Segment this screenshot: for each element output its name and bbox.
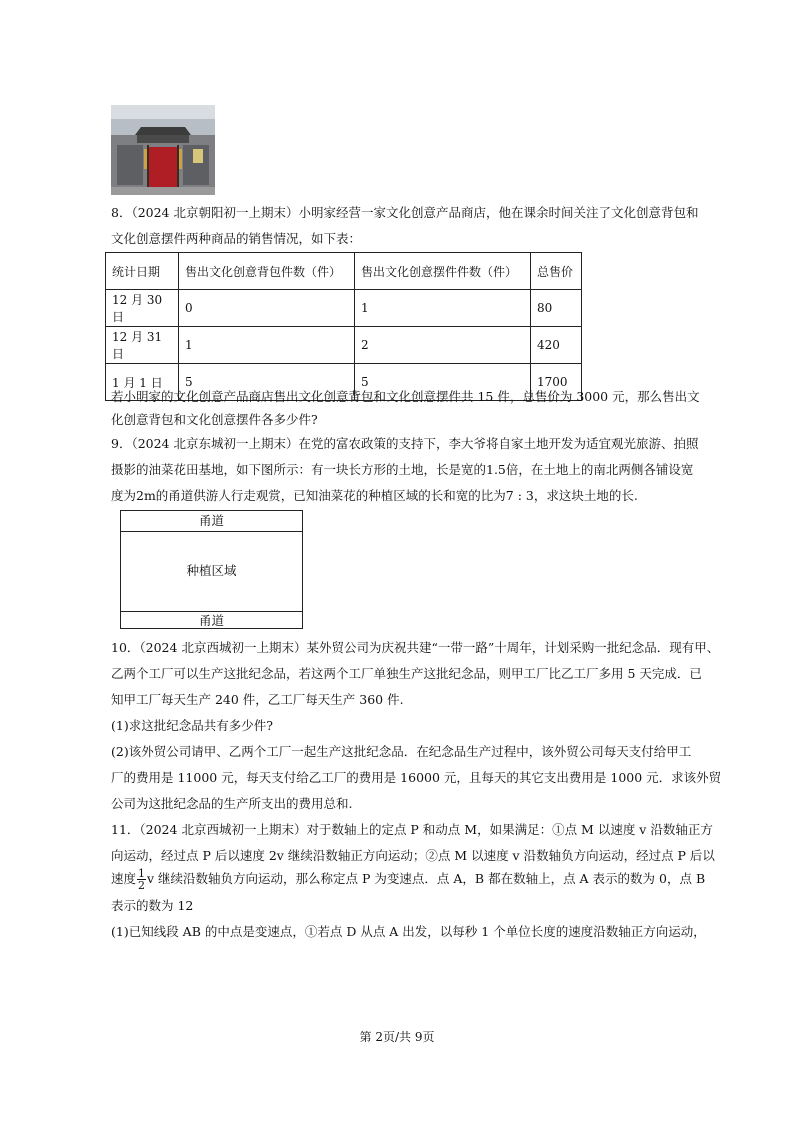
table-cell: 1700 [531,364,582,401]
field-diagram [120,510,303,629]
table-cell: 5 [355,364,531,401]
fraction-denominator: 2 [138,879,146,892]
table-header-cell: 统计日期 [106,253,179,290]
table-cell: 12 月 30 日 [106,290,179,327]
q9-line-2: 摄影的油菜花田基地，如下图所示：有一块长方形的土地，长是宽的1.5倍，在土地上的南北两侧各铺设宽 [111,462,694,477]
table-header-cell: 售出文化创意背包件数（件） [179,253,355,290]
q10-part-1: (1)求这批纪念品共有多少件? [111,718,273,733]
q11-line-4: 表示的数为 12 [111,898,194,913]
q9-line-1: 9．（2024 北京东城初一上期末）在党的富农政策的支持下，李大爷将自家土地开发为适宜观光旅游、拍照 [111,436,699,451]
q10-line-3: 知甲工厂每天生产 240 件，乙工厂每天生产 360 件. [111,692,404,707]
q11-line-3 [111,866,705,892]
q10-part-2-b: 厂的费用是 11000 元，每天支付给乙工厂的费用是 16000 元，且每天的其它支出费用是 1000 元．求该外贸 [111,770,722,785]
q8-line-1: 8．（2024 北京朝阳初一上期末）小明家经营一家文化创意产品商店，他在课余时间关注了文化创意背包和 [111,205,699,220]
q8-after-2: 化创意背包和文化创意摆件各多少件? [111,412,318,427]
table-cell: 2 [355,327,531,364]
q10-part-2-c: 公司为这批纪念品的生产所支出的费用总和. [111,796,353,811]
table-row [106,327,582,364]
q8-line-2: 文化创意摆件两种商品的销售情况，如下表： [111,231,362,246]
table-header-cell: 售出文化创意摆件件数（件） [355,253,531,290]
q11-line-3-pre: 速度 [111,871,137,886]
table-header-row [106,253,582,290]
q9-line-3: 度为2m的甬道供游人行走观赏，已知油菜花的种植区域的长和宽的比为7 : 3，求这块土地的长. [111,488,638,503]
table-cell: 5 [179,364,355,401]
table-header-cell: 总售价 [531,253,582,290]
gate-photo [111,105,215,195]
table-cell: 12 月 31 日 [106,327,179,364]
q10-line-2: 乙两个工厂可以生产这批纪念品，若这两个工厂单独生产这批纪念品，则甲工厂比乙工厂多用 5 天完成．已 [111,666,702,681]
q11-line-1: 11．（2024 北京西城初一上期末）对于数轴上的定点 P 和动点 M，如果满足：①点 M 以速度 v 沿数轴正方 [111,822,713,837]
diagram-bottom-road: 甬道 [121,611,302,628]
table-cell: 80 [531,290,582,327]
diagram-top-road: 甬道 [121,511,302,532]
q11-line-3-post: v 继续沿数轴负方向运动，那么称定点 P 为变速点．点 A，B 都在数轴上，点 A 表示的数为 0，点 B [147,871,706,886]
diagram-planting-area: 种植区域 [186,563,237,578]
sales-table [105,252,582,401]
q11-line-2: 向运动，经过点 P 后以速度 2v 继续沿数轴正方向运动；②点 M 以速度 v 沿数轴负方向运动，经过点 P 后以 [111,848,715,863]
q8-after-1: 若小明家的文化创意产品商店售出文化创意背包和文化创意摆件共 15 件，总售价为 3000 元，那么售出文 [111,389,700,404]
q10-line-1: 10．（2024 北京西城初一上期末）某外贸公司为庆祝共建“一带一路”十周年，计划采购一批纪念品．现有甲、 [111,640,720,655]
table-cell: 1 [355,290,531,327]
fraction-one-half [137,868,146,891]
q10-part-2-a: (2)该外贸公司请甲、乙两个工厂一起生产这批纪念品．在纪念品生产过程中，该外贸公司每天支付给甲工 [111,744,692,759]
page-footer: 第 2页/共 9页 [359,1030,435,1044]
q11-line-5: (1)已知线段 AB 的中点是变速点，①若点 D 从点 A 出发，以每秒 1 个单位长度的速度沿数轴正方向运动， [111,924,706,939]
table-cell: 1 月 1 日 [106,364,179,401]
table-cell: 420 [531,327,582,364]
table-row [106,290,582,327]
table-cell: 0 [179,290,355,327]
table-cell: 1 [179,327,355,364]
fraction-numerator: 1 [138,867,146,880]
